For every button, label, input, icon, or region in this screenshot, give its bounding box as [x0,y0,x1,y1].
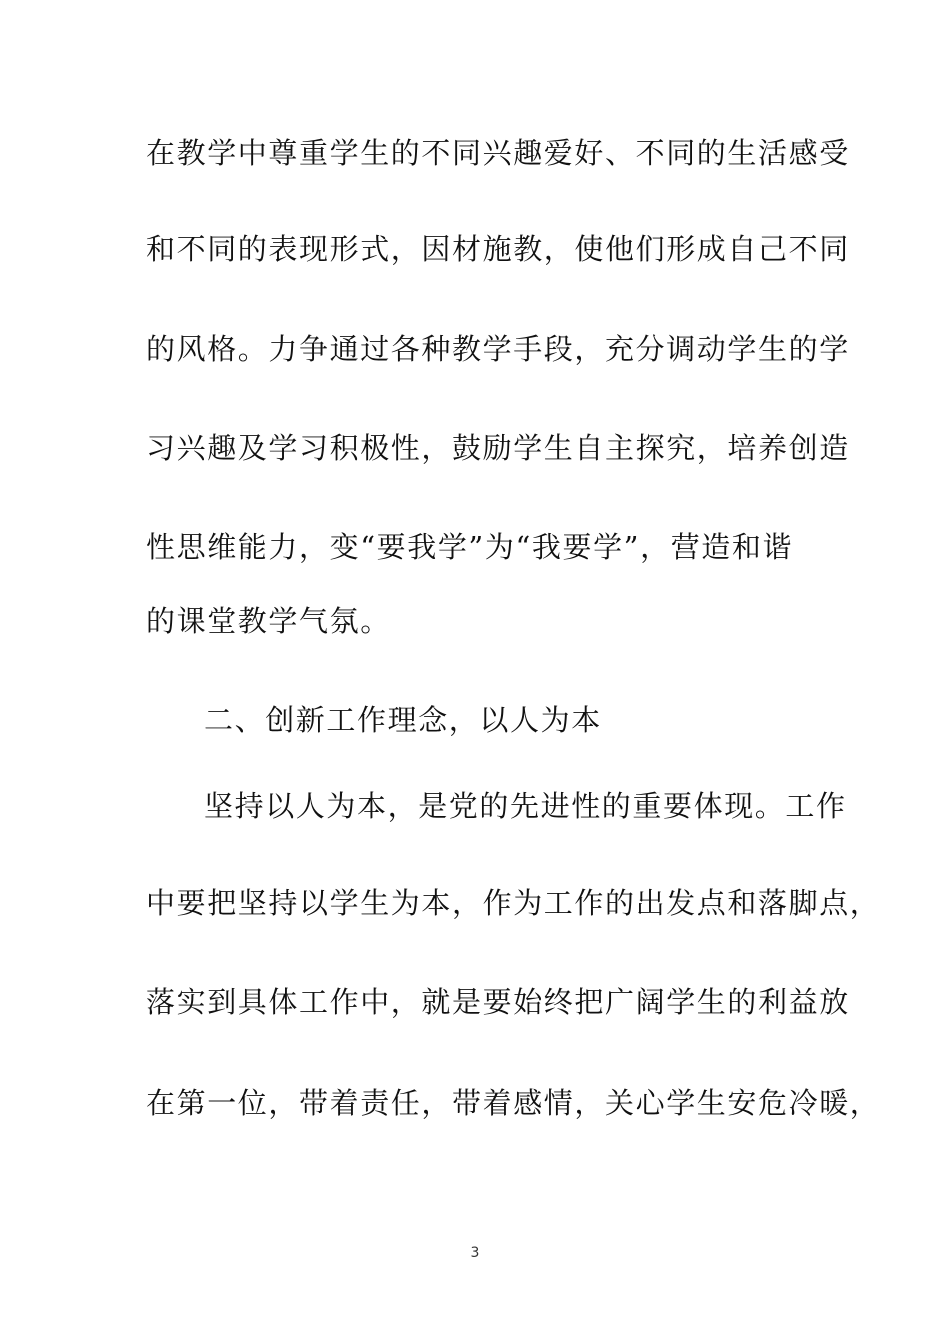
paragraph-line-2: 和不同的表现形式，因材施教，使他们形成自己不同 [146,232,850,266]
section-heading: 二、创新工作理念，以人为本 [204,703,602,737]
page-number: 3 [470,1245,480,1261]
paragraph-line-5: 性思维能力，变“要我学”为“我要学”，营造和谐 [146,530,794,564]
paragraph-line-8: 中要把坚持以学生为本，作为工作的出发点和落脚点， [146,886,881,920]
paragraph-line-6: 的课堂教学气氛。 [146,604,391,638]
paragraph-line-10: 在第一位，带着责任，带着感情，关心学生安危冷暖， [146,1086,881,1120]
paragraph-line-1: 在教学中尊重学生的不同兴趣爱好、不同的生活感受 [146,136,850,170]
paragraph-line-4: 习兴趣及学习积极性，鼓励学生自主探究，培养创造 [146,431,850,465]
paragraph-line-3: 的风格。力争通过各种教学手段，充分调动学生的学 [146,332,850,366]
paragraph-line-9: 落实到具体工作中，就是要始终把广阔学生的利益放 [146,985,850,1019]
paragraph-line-7: 坚持以人为本，是党的先进性的重要体现。工作 [204,789,847,823]
